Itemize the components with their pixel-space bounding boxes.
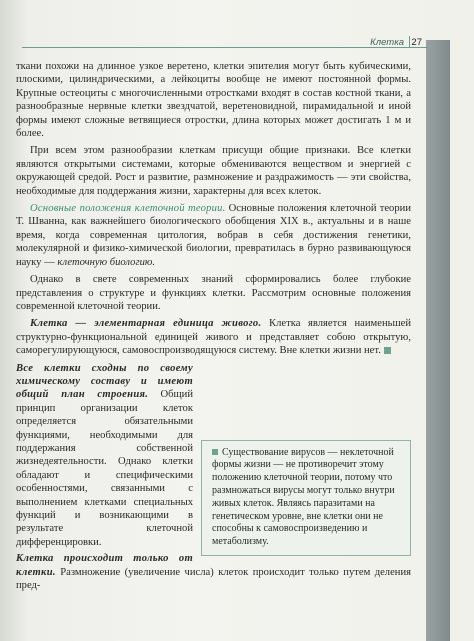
- cell-origin-definition: Клетка происходит только от клетки.: [16, 553, 193, 578]
- paragraph-modern-knowledge: Однако в свете современных знаний сформировались более глубокие представления о структуре и функциях клетки. Рассмотрим основные положения современной клеточной теории.: [16, 274, 411, 312]
- virus-note-text: Существование вирусов — неклеточной формы жизни — не противоречит этому положению клеточной теории, потому что размножаться вирусы могут только внутри живых клеток. Являясь паразитами на генетическом уровне, вне клетки они не способны к самовоспроизведению и метаболизму.: [212, 446, 395, 548]
- cell-unit-definition: Клетка — элементарная единица живого.: [30, 318, 262, 330]
- sidebar-wrap: [16, 362, 411, 593]
- paragraph-cell-theory: [16, 202, 411, 269]
- cell-theory-text: Основные положения клеточной теории Т. Шванна, как важнейшего биологического обобщения XIX в., актуальны и в наше время, когда современная цитология, вобрав в себя достижения генетики, молекулярной и физико-химической биологии, превратилась в бурно развивающуюся науку —: [16, 203, 411, 268]
- chemical-composition-text: Общий принцип организации клеток определяется обязательными функциями, необходимыми для поддержания собственной жизнедеятельности. Однако клетки обладают и специфическими особенностями, связанными с выполнением клетками специальных функций и возникающими в результате клеточной дифференцировки.: [16, 389, 193, 548]
- page-header: [0, 34, 474, 50]
- paragraph-cell-unit: [16, 317, 411, 357]
- cell-biology-term: клеточную биологию.: [57, 256, 155, 268]
- note-square-icon: [212, 449, 218, 455]
- end-square-icon: [384, 347, 391, 354]
- page-edge-shadow: [426, 40, 450, 641]
- section-term: Основные положения клеточной теории.: [30, 203, 226, 215]
- paragraph-cell-origin: [16, 552, 411, 592]
- body-text: [16, 60, 411, 595]
- header-rule: [22, 47, 428, 48]
- page-number: 27: [411, 37, 422, 48]
- running-head: Клетка: [370, 37, 404, 48]
- cell-origin-text: Размножение (увеличение числа) клеток происходит только путем деления пред-: [16, 566, 411, 592]
- paragraph-cell-shapes: ткани похожи на длинное узкое веретено, клетки эпителия могут быть кубическими, плоскими, цилиндрическими, а лейкоциты вообще не имеют постоянной формы. Крупные остеоциты с многочисленными отростками входят в состав костной ткани, а разнообразные нервные клетки звездчатой, веретеновидной, пирамидальной и иной формы имеют сложные ветвящиеся отростки, длина которых может достигать 1 м и более.: [16, 61, 411, 140]
- cell-unit-text: Клетка является наименьшей структурно-функциональной единицей живого и представляет собою открытую, саморегулирующуюся, самовоспроизводящуюся систему. Вне клетки жизни нет.: [16, 318, 411, 357]
- chemical-composition-definition: Все клетки сходны по своему химическому составу и имеют общий план строения.: [16, 362, 193, 401]
- paragraph-common-features: При всем этом разнообразии клеткам присущи общие признаки. Все клетки являются открытыми системами, которые обмениваются веществом и энергией с окружающей средой. Рост и развитие, размножение и раздражимость — эти свойства, необходимые для поддержания жизни, характерны для всех клеток.: [16, 145, 411, 197]
- header-separator: [409, 36, 410, 48]
- virus-note-box: [201, 440, 411, 556]
